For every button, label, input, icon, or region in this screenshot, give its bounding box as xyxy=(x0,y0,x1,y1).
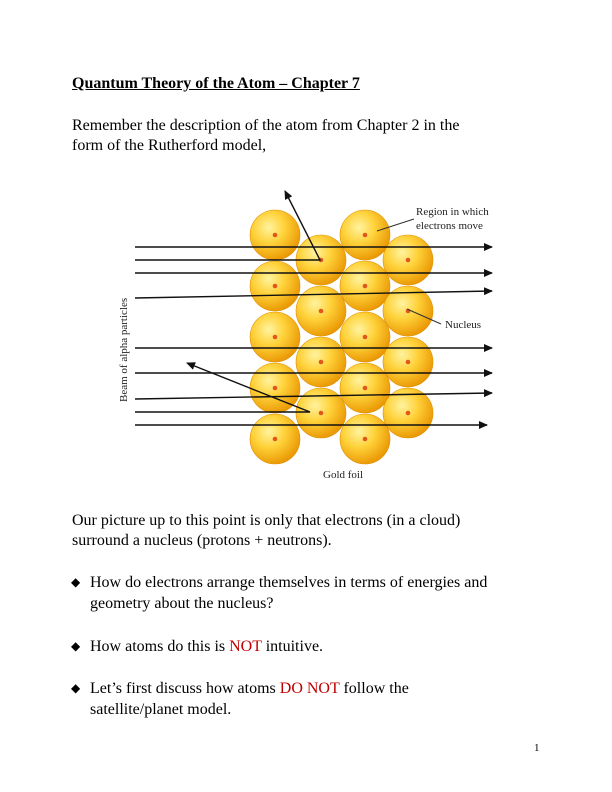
gold-atom-sphere xyxy=(250,414,300,464)
region-label-line-2: electrons move xyxy=(416,220,483,232)
bullet-diamond-3: ◆ xyxy=(71,681,81,695)
gold-atom-sphere xyxy=(383,235,433,285)
nucleus-label: Nucleus xyxy=(445,319,482,331)
nucleus-dot xyxy=(406,360,411,365)
bullet-1-line-1: How do electrons arrange themselves in terms of energies and xyxy=(90,574,488,591)
rutherford-gold-foil-figure xyxy=(115,185,510,485)
gold-atom-sphere xyxy=(340,261,390,311)
nucleus-dot xyxy=(273,335,278,340)
nucleus-dot xyxy=(273,386,278,391)
bullet-2 xyxy=(90,636,323,657)
nucleus-dot xyxy=(273,437,278,442)
nucleus-dot xyxy=(273,233,278,238)
gold-atom-sphere xyxy=(340,312,390,362)
gold-atom-sphere xyxy=(250,261,300,311)
gold-atom-sphere xyxy=(340,363,390,413)
gold-atom-sphere xyxy=(383,337,433,387)
gold-atom-sphere xyxy=(250,312,300,362)
gold-atom-sphere xyxy=(383,388,433,438)
nucleus-dot xyxy=(363,437,368,442)
paragraph-line-1: Our picture up to this point is only that electrons (in a cloud) xyxy=(72,512,461,529)
nucleus-dot xyxy=(319,309,324,314)
region-label-line-1: Region in which xyxy=(416,206,489,218)
gold-atom-sphere xyxy=(340,210,390,260)
gold-foil-label: Gold foil xyxy=(323,469,364,481)
nucleus-dot xyxy=(406,411,411,416)
nucleus-dot xyxy=(273,284,278,289)
paragraph-line-2: surround a nucleus (protons + neutrons). xyxy=(72,532,332,549)
gold-atom-sphere xyxy=(296,337,346,387)
bullet-diamond-2: ◆ xyxy=(71,639,81,653)
bullet-3-line-1 xyxy=(90,678,409,699)
gold-atom-sphere xyxy=(250,210,300,260)
bullet-3-text-post: follow the xyxy=(339,680,409,697)
nucleus-dot xyxy=(363,386,368,391)
nucleus-dot xyxy=(319,411,324,416)
bullet-diamond-1: ◆ xyxy=(71,575,81,589)
beam-label: Beam of alpha particles xyxy=(118,297,130,402)
bullet-3-text-pre: Let’s first discuss how atoms xyxy=(90,680,280,697)
intro-line-1: Remember the description of the atom from Chapter 2 in the xyxy=(72,117,460,134)
nucleus-dot xyxy=(363,284,368,289)
bullet-3-emphasis: DO NOT xyxy=(279,680,340,697)
gold-atom-sphere xyxy=(340,414,390,464)
bullet-2-text-pre: How atoms do this is xyxy=(90,638,230,655)
page-number: 1 xyxy=(534,742,540,754)
intro-line-2: form of the Rutherford model, xyxy=(72,137,267,154)
nucleus-dot xyxy=(319,360,324,365)
nucleus-dot xyxy=(363,335,368,340)
nucleus-dot xyxy=(363,233,368,238)
bullet-1-line-2: geometry about the nucleus? xyxy=(90,595,274,612)
bullet-3-line-2: satellite/planet model. xyxy=(90,701,232,718)
page-title: Quantum Theory of the Atom – Chapter 7 xyxy=(72,75,360,92)
nucleus-dot xyxy=(406,258,411,263)
bullet-2-text-post: intuitive. xyxy=(261,638,324,655)
bullet-2-emphasis: NOT xyxy=(229,638,262,655)
